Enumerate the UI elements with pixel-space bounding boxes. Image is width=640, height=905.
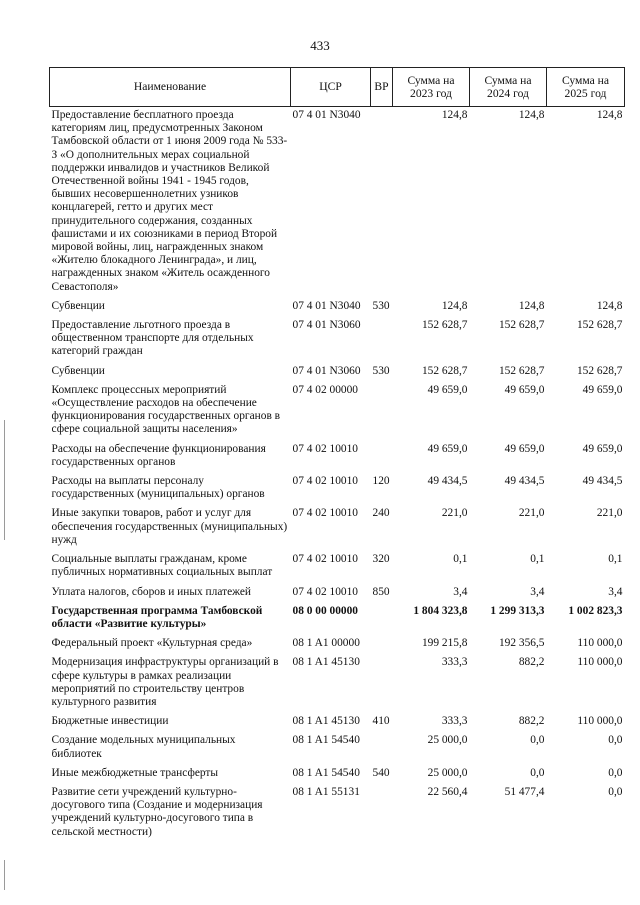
row-csr-code: 07 4 02 10010 (292, 507, 358, 520)
row-vr-code: 530 (372, 364, 390, 377)
column-header-csr: ЦСР (291, 68, 371, 107)
row-csr-code: 08 1 A1 55131 (292, 785, 360, 798)
table-row (50, 765, 625, 784)
row-sum-2024: 51 477,4 (504, 785, 545, 798)
row-csr-code: 08 0 00 00000 (292, 604, 358, 617)
column-header-sum-2024: Сумма на 2024 год (470, 68, 547, 107)
row-sum-2024: 192 356,5 (498, 637, 545, 650)
row-name: Бюджетные инвестиции (51, 715, 169, 728)
row-sum-2024: 0,0 (530, 734, 545, 747)
row-csr-code: 08 1 A1 45130 (292, 715, 360, 728)
row-sum-2023: 25 000,0 (427, 734, 468, 747)
page-number: 433 (310, 38, 330, 53)
table-row (50, 363, 625, 382)
row-csr-code: 07 4 02 00000 (292, 383, 358, 396)
row-name: Федеральный проект «Культурная среда» (51, 637, 253, 650)
row-csr-code: 07 4 01 N3060 (292, 319, 361, 332)
row-name: Субвенции (51, 299, 105, 312)
row-sum-2023: 25 000,0 (427, 766, 468, 779)
row-sum-2023: 333,3 (441, 656, 468, 669)
header-row (50, 68, 625, 107)
row-csr-code: 07 4 01 N3040 (292, 299, 361, 312)
table-row (50, 603, 625, 635)
row-sum-2023: 199 215,8 (421, 637, 468, 650)
row-sum-2023: 221,0 (441, 507, 468, 520)
row-sum-2024: 0,0 (530, 766, 545, 779)
row-vr-code: 410 (372, 715, 390, 728)
row-sum-2024: 882,2 (518, 715, 545, 728)
row-sum-2025: 1 002 823,3 (568, 604, 623, 617)
row-sum-2023: 124,8 (441, 109, 468, 121)
row-sum-2023: 152 628,7 (421, 364, 468, 377)
table-row (50, 382, 625, 441)
row-vr-code: 240 (372, 507, 390, 520)
row-csr-code: 07 4 02 10010 (292, 585, 358, 598)
row-vr-code: 530 (372, 299, 390, 312)
row-sum-2023: 333,3 (441, 715, 468, 728)
row-csr-code: 08 1 A1 54540 (292, 766, 360, 779)
column-header-sum-2025: Сумма на 2025 год (547, 68, 625, 107)
row-sum-2023: 124,8 (441, 299, 468, 312)
row-sum-2025: 0,0 (608, 785, 623, 798)
row-csr-code: 08 1 A1 54540 (292, 734, 360, 747)
row-vr-code (371, 603, 393, 635)
row-name: Иные межбюджетные трансферты (51, 766, 219, 779)
table-row (50, 317, 625, 363)
row-vr-code (371, 441, 393, 473)
row-sum-2025: 49 659,0 (582, 442, 623, 455)
row-sum-2024: 0,1 (530, 553, 545, 566)
row-sum-2025: 110 000,0 (577, 637, 623, 650)
row-sum-2024: 1 299 313,3 (490, 604, 545, 617)
scan-margin-mark (4, 420, 5, 540)
row-name: Расходы на обеспечение функционирования государственных органов (51, 442, 266, 468)
row-sum-2025: 124,8 (596, 109, 623, 121)
column-header-vr: ВР (371, 68, 393, 107)
row-csr-code: 07 4 01 N3060 (292, 364, 361, 377)
row-vr-code: 120 (372, 475, 390, 488)
table-row (50, 505, 625, 551)
row-name: Модернизация инфраструктуры организаций в сфере культуры в рамках реализации мероприятий по строительству центров культурного развития (51, 656, 279, 708)
row-name: Создание модельных муниципальных библиотек (51, 734, 236, 760)
row-sum-2025: 49 659,0 (582, 383, 623, 396)
budget-table (49, 67, 625, 843)
row-csr-code: 07 4 02 10010 (292, 475, 358, 488)
row-name: Иные закупки товаров, работ и услуг для обеспечения государственных (муниципальных) нужд (51, 507, 288, 546)
row-sum-2023: 152 628,7 (421, 319, 468, 332)
table-row (50, 654, 625, 713)
row-sum-2024: 49 434,5 (504, 475, 545, 488)
row-vr-code (371, 107, 393, 298)
row-sum-2024: 124,8 (518, 109, 545, 121)
table-row (50, 298, 625, 317)
row-sum-2023: 1 804 323,8 (413, 604, 468, 617)
row-vr-code (371, 784, 393, 843)
row-vr-code: 850 (372, 585, 390, 598)
row-csr-code: 07 4 02 10010 (292, 553, 358, 566)
row-sum-2024: 49 659,0 (504, 442, 545, 455)
row-name: Предоставление льготного проезда в общественном транспорте для отдельных категорий граждан (51, 319, 254, 358)
row-name: Расходы на выплаты персоналу государственных (муниципальных) органов (51, 475, 265, 501)
row-vr-code (371, 382, 393, 441)
row-csr-code: 08 1 A1 00000 (292, 637, 360, 650)
row-sum-2024: 152 628,7 (498, 364, 545, 377)
row-sum-2023: 3,4 (453, 585, 468, 598)
table-header (50, 68, 625, 107)
row-sum-2025: 124,8 (596, 299, 623, 312)
row-name: Субвенции (51, 364, 105, 377)
row-sum-2023: 0,1 (453, 553, 468, 566)
column-header-sum-2023: Сумма на 2023 год (393, 68, 470, 107)
row-name: Развитие сети учреждений культурно-досугового типа (Создание и модернизация учреждений культурно-досугового типа в сельской местности) (51, 785, 263, 838)
row-sum-2023: 22 560,4 (427, 785, 468, 798)
row-sum-2025: 221,0 (596, 507, 623, 520)
row-sum-2023: 49 659,0 (427, 383, 468, 396)
row-sum-2023: 49 659,0 (427, 442, 468, 455)
row-vr-code: 540 (372, 766, 390, 779)
row-vr-code (371, 317, 393, 363)
row-sum-2025: 3,4 (608, 585, 623, 598)
row-sum-2025: 110 000,0 (577, 715, 623, 728)
row-name: Социальные выплаты гражданам, кроме публичных нормативных социальных выплат (51, 553, 273, 579)
row-sum-2024: 3,4 (530, 585, 545, 598)
table-body (50, 107, 625, 843)
row-vr-code: 320 (372, 553, 390, 566)
table-row (50, 732, 625, 764)
row-sum-2024: 152 628,7 (498, 319, 545, 332)
row-name: Комплекс процессных мероприятий «Осуществление расходов на обеспечение функционирования государственных органов в сфере социальной защиты населения» (51, 383, 281, 436)
row-sum-2024: 124,8 (518, 299, 545, 312)
table-row (50, 441, 625, 473)
table-row (50, 635, 625, 654)
table-row (50, 551, 625, 583)
row-vr-code (371, 732, 393, 764)
table-row (50, 584, 625, 603)
row-csr-code: 08 1 A1 45130 (292, 656, 360, 669)
row-vr-code (371, 654, 393, 713)
table-row (50, 107, 625, 298)
table-row (50, 713, 625, 732)
row-sum-2024: 49 659,0 (504, 383, 545, 396)
row-name: Предоставление бесплатного проезда категориям лиц, предусмотренных Законом Тамбовской области от 1 июня 2009 года № 533-З «О дополнительных мерах социальной поддержки инвалидов и участников Великой Отечественной войны 1941 - 1945 годов, бывших несовершеннолетних узников концлагерей, гетто и других мест принудительного содержания, созданных фашистами и их союзниками в период Второй мировой войны, лиц, награжденных знаком «Жителю блокадного Ленинграда», и лиц, награжденных знаком «Житель осажденного Севастополя» (51, 109, 288, 293)
table-row (50, 473, 625, 505)
scan-margin-mark (4, 860, 5, 890)
row-csr-code: 07 4 02 10010 (292, 442, 358, 455)
row-vr-code (371, 635, 393, 654)
row-sum-2024: 221,0 (518, 507, 545, 520)
row-sum-2025: 49 434,5 (582, 475, 623, 488)
column-header-name: Наименование (50, 68, 291, 107)
row-sum-2023: 49 434,5 (427, 475, 468, 488)
row-sum-2025: 0,1 (608, 553, 623, 566)
row-sum-2025: 152 628,7 (576, 364, 623, 377)
row-sum-2025: 0,0 (608, 766, 623, 779)
row-name: Уплата налогов, сборов и иных платежей (51, 585, 251, 598)
row-sum-2025: 0,0 (608, 734, 623, 747)
row-sum-2024: 882,2 (518, 656, 545, 669)
row-name: Государственная программа Тамбовской области «Развитие культуры» (51, 604, 263, 630)
table-row (50, 784, 625, 843)
row-csr-code: 07 4 01 N3040 (292, 109, 361, 121)
row-sum-2025: 110 000,0 (577, 656, 623, 669)
row-sum-2025: 152 628,7 (576, 319, 623, 332)
